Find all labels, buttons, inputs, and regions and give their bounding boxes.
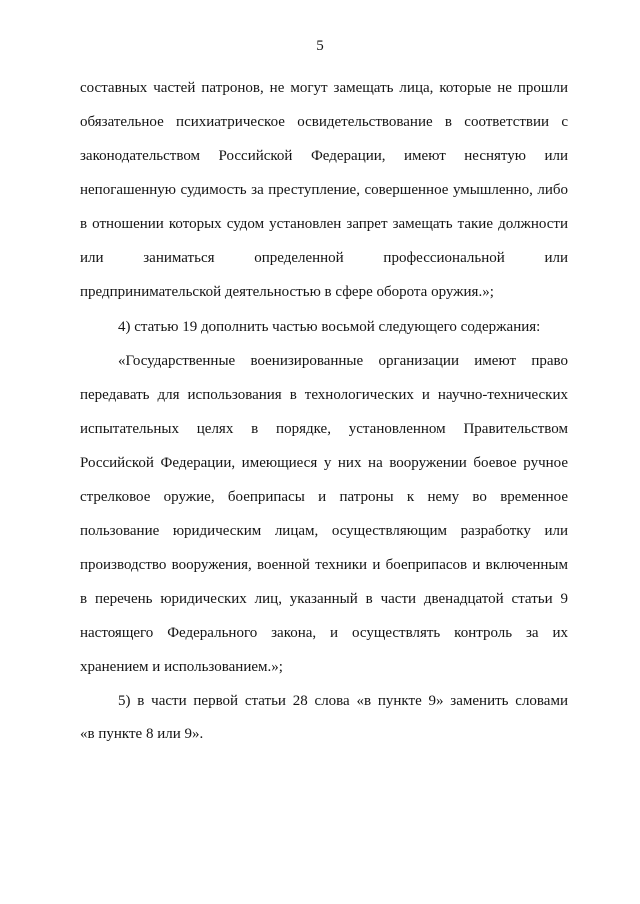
text-line: «Государственные военизированные организации имеют право [118,353,568,369]
text-line: стрелковое оружие, боеприпасы и патроны к нему во временное [80,489,568,505]
text-line: «в пункте 8 или 9». [80,726,204,742]
text-line: испытательных целях в порядке, установленном Правительством [80,421,568,437]
text-line: в перечень юридических лиц, указанный в части двенадцатой статьи 9 [80,591,568,607]
text-line: законодательством Российской Федерации, имеют неснятую или [80,148,568,164]
text-line: хранением и использованием.»; [80,659,283,675]
page-number: 5 [316,38,324,54]
text-line: предпринимательской деятельностью в сфере оборота оружия.»; [80,284,494,300]
text-line: 4) статью 19 дополнить частью восьмой следующего содержания: [118,319,541,335]
text-line: непогашенную судимость за преступление, совершенное умышленно, либо [80,182,568,198]
text-line: или заниматься определенной профессиональной или [80,250,568,266]
text-line: Российской Федерации, имеющиеся у них на вооружении боевое ручное [80,455,568,471]
text-line: передавать для использования в технологических и научно-технических [80,387,568,403]
text-line: составных частей патронов, не могут замещать лица, которые не прошли [80,80,568,96]
text-line: настоящего Федерального закона, и осуществлять контроль за их [80,625,568,641]
text-line: производство вооружения, военной техники и боеприпасов и включенным [80,557,568,573]
text-line: в отношении которых судом установлен запрет замещать такие должности [80,216,568,232]
text-line: пользование юридическим лицам, осуществляющим разработку или [80,523,568,539]
text-line: 5) в части первой статьи 28 слова «в пункте 9» заменить словами [118,693,568,709]
text-line: обязательное психиатрическое освидетельствование в соответствии с [80,114,568,130]
